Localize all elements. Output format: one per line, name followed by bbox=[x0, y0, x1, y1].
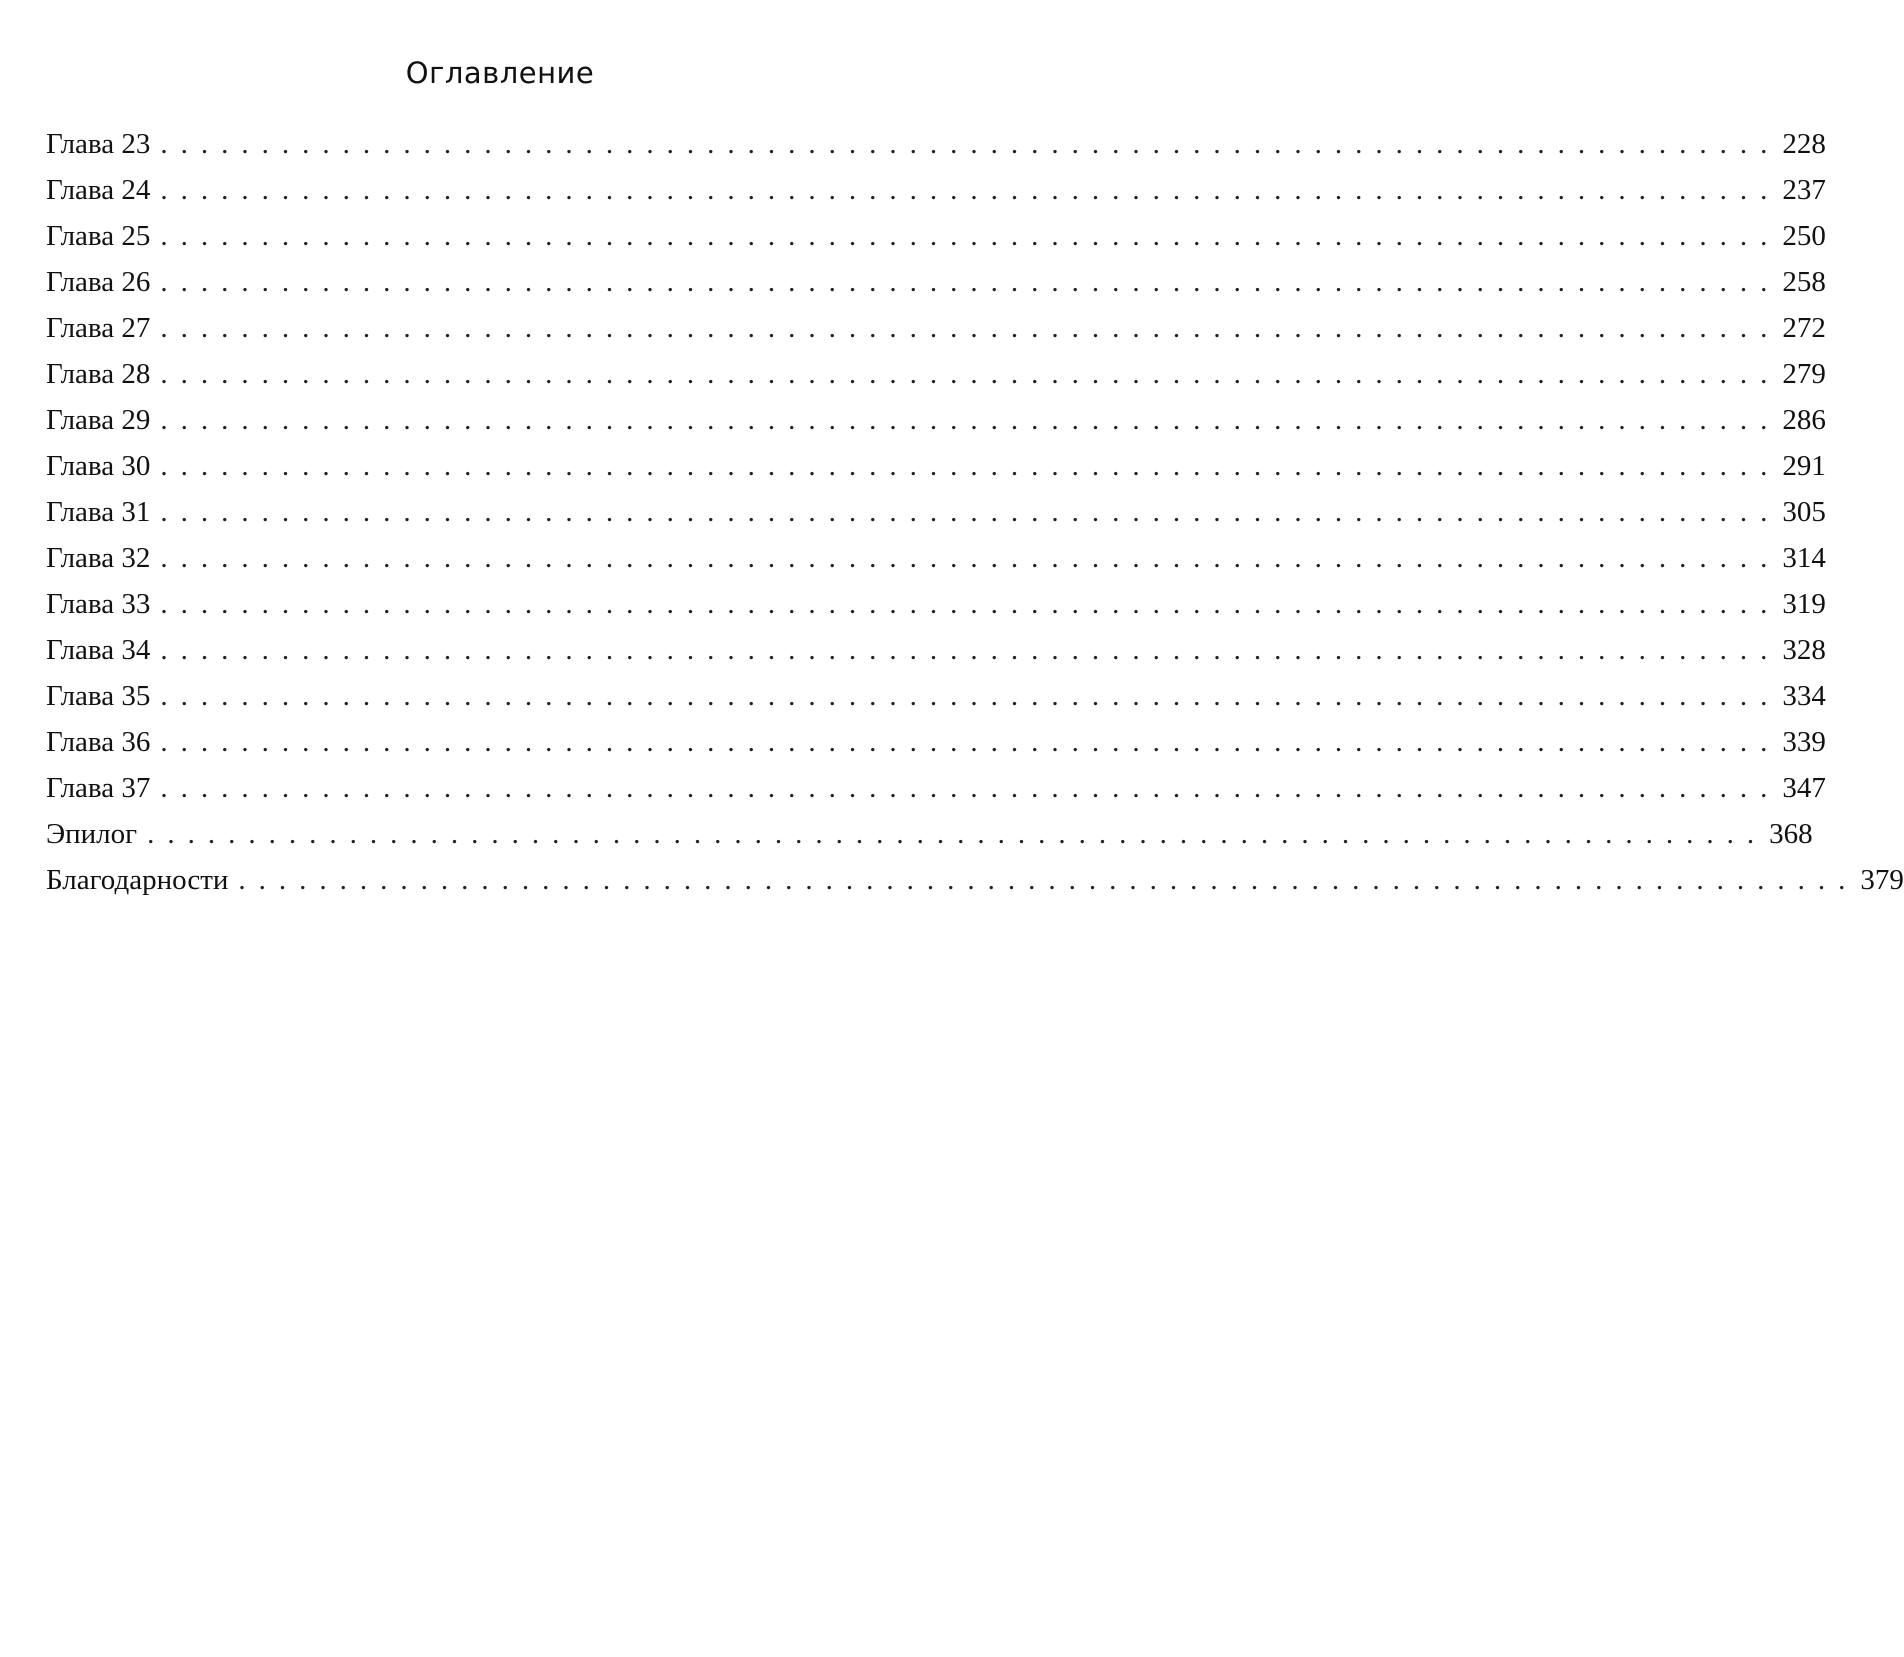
dot-leader: ................................................................................ bbox=[160, 450, 1781, 482]
dot-leader: ................................................................................ bbox=[160, 542, 1781, 574]
toc-entry-label: Глава 37 bbox=[46, 772, 151, 804]
toc-entry-label: Эпилог bbox=[46, 818, 138, 850]
toc-entry bbox=[46, 680, 1826, 726]
dot-leader: ................................................................................ bbox=[160, 312, 1781, 344]
toc-entry-label: Глава 35 bbox=[46, 680, 151, 712]
dot-leader: ................................................................................ bbox=[160, 358, 1781, 390]
table-of-contents bbox=[46, 128, 1904, 910]
dot-leader: ................................................................................ bbox=[160, 128, 1781, 160]
dot-leader: ................................................................................ bbox=[160, 496, 1781, 528]
toc-entry bbox=[46, 588, 1826, 634]
toc-entry-page: 272 bbox=[1782, 312, 1826, 344]
dot-leader: ................................................................................ bbox=[160, 220, 1781, 252]
toc-entry bbox=[46, 726, 1826, 772]
toc-entry-label: Глава 36 bbox=[46, 726, 151, 758]
toc-entry bbox=[46, 174, 1826, 220]
toc-entry-label: Глава 34 bbox=[46, 634, 151, 666]
toc-entry-page: 286 bbox=[1782, 404, 1826, 436]
dot-leader: ................................................................................ bbox=[238, 864, 1859, 896]
dot-leader: ................................................................................ bbox=[160, 588, 1781, 620]
toc-entry-page: 379 bbox=[1860, 864, 1904, 896]
dot-leader: ................................................................................ bbox=[160, 266, 1781, 298]
toc-entry bbox=[46, 358, 1826, 404]
toc-entry-label: Глава 27 bbox=[46, 312, 151, 344]
toc-entry-page: 279 bbox=[1782, 358, 1826, 390]
toc-entry-page: 291 bbox=[1782, 450, 1826, 482]
toc-entry-label: Благодарности bbox=[46, 864, 229, 896]
toc-entry-label: Глава 25 bbox=[46, 220, 151, 252]
toc-entry-page: 237 bbox=[1782, 174, 1826, 206]
toc-entry-label: Глава 23 bbox=[46, 128, 151, 160]
toc-entry-label: Глава 28 bbox=[46, 358, 151, 390]
toc-entry-page: 250 bbox=[1782, 220, 1826, 252]
dot-leader: ................................................................................ bbox=[160, 772, 1781, 804]
toc-entry-label: Глава 29 bbox=[46, 404, 151, 436]
toc-entry-label: Глава 33 bbox=[46, 588, 151, 620]
toc-entry bbox=[46, 634, 1826, 680]
toc-entry bbox=[46, 220, 1826, 266]
toc-entry-page: 368 bbox=[1769, 818, 1813, 850]
toc-entry-page: 305 bbox=[1782, 496, 1826, 528]
toc-entry-page: 314 bbox=[1782, 542, 1826, 574]
toc-entry-page: 228 bbox=[1782, 128, 1826, 160]
toc-entry-label: Глава 26 bbox=[46, 266, 151, 298]
toc-entry bbox=[46, 772, 1826, 818]
toc-entry bbox=[46, 404, 1826, 450]
toc-entry bbox=[46, 496, 1826, 542]
dot-leader: ................................................................................ bbox=[147, 818, 1768, 850]
dot-leader: ................................................................................ bbox=[160, 634, 1781, 666]
toc-entry-page: 347 bbox=[1782, 772, 1826, 804]
toc-entry-label: Глава 31 bbox=[46, 496, 151, 528]
toc-entry bbox=[46, 818, 1813, 864]
toc-entry bbox=[46, 450, 1826, 496]
toc-entry bbox=[46, 266, 1826, 312]
toc-entry bbox=[46, 542, 1826, 588]
toc-entry-label: Глава 30 bbox=[46, 450, 151, 482]
toc-entry bbox=[46, 864, 1904, 910]
toc-entry bbox=[46, 312, 1826, 358]
dot-leader: ................................................................................ bbox=[160, 404, 1781, 436]
toc-entry-page: 319 bbox=[1782, 588, 1826, 620]
toc-entry-page: 258 bbox=[1782, 266, 1826, 298]
toc-entry-page: 328 bbox=[1782, 634, 1826, 666]
dot-leader: ................................................................................ bbox=[160, 174, 1781, 206]
toc-entry bbox=[46, 128, 1826, 174]
dot-leader: ................................................................................ bbox=[160, 726, 1781, 758]
toc-entry-label: Глава 32 bbox=[46, 542, 151, 574]
dot-leader: ................................................................................ bbox=[160, 680, 1781, 712]
page-title: Оглавление bbox=[405, 56, 595, 90]
toc-entry-page: 334 bbox=[1782, 680, 1826, 712]
toc-entry-page: 339 bbox=[1782, 726, 1826, 758]
toc-entry-label: Глава 24 bbox=[46, 174, 151, 206]
